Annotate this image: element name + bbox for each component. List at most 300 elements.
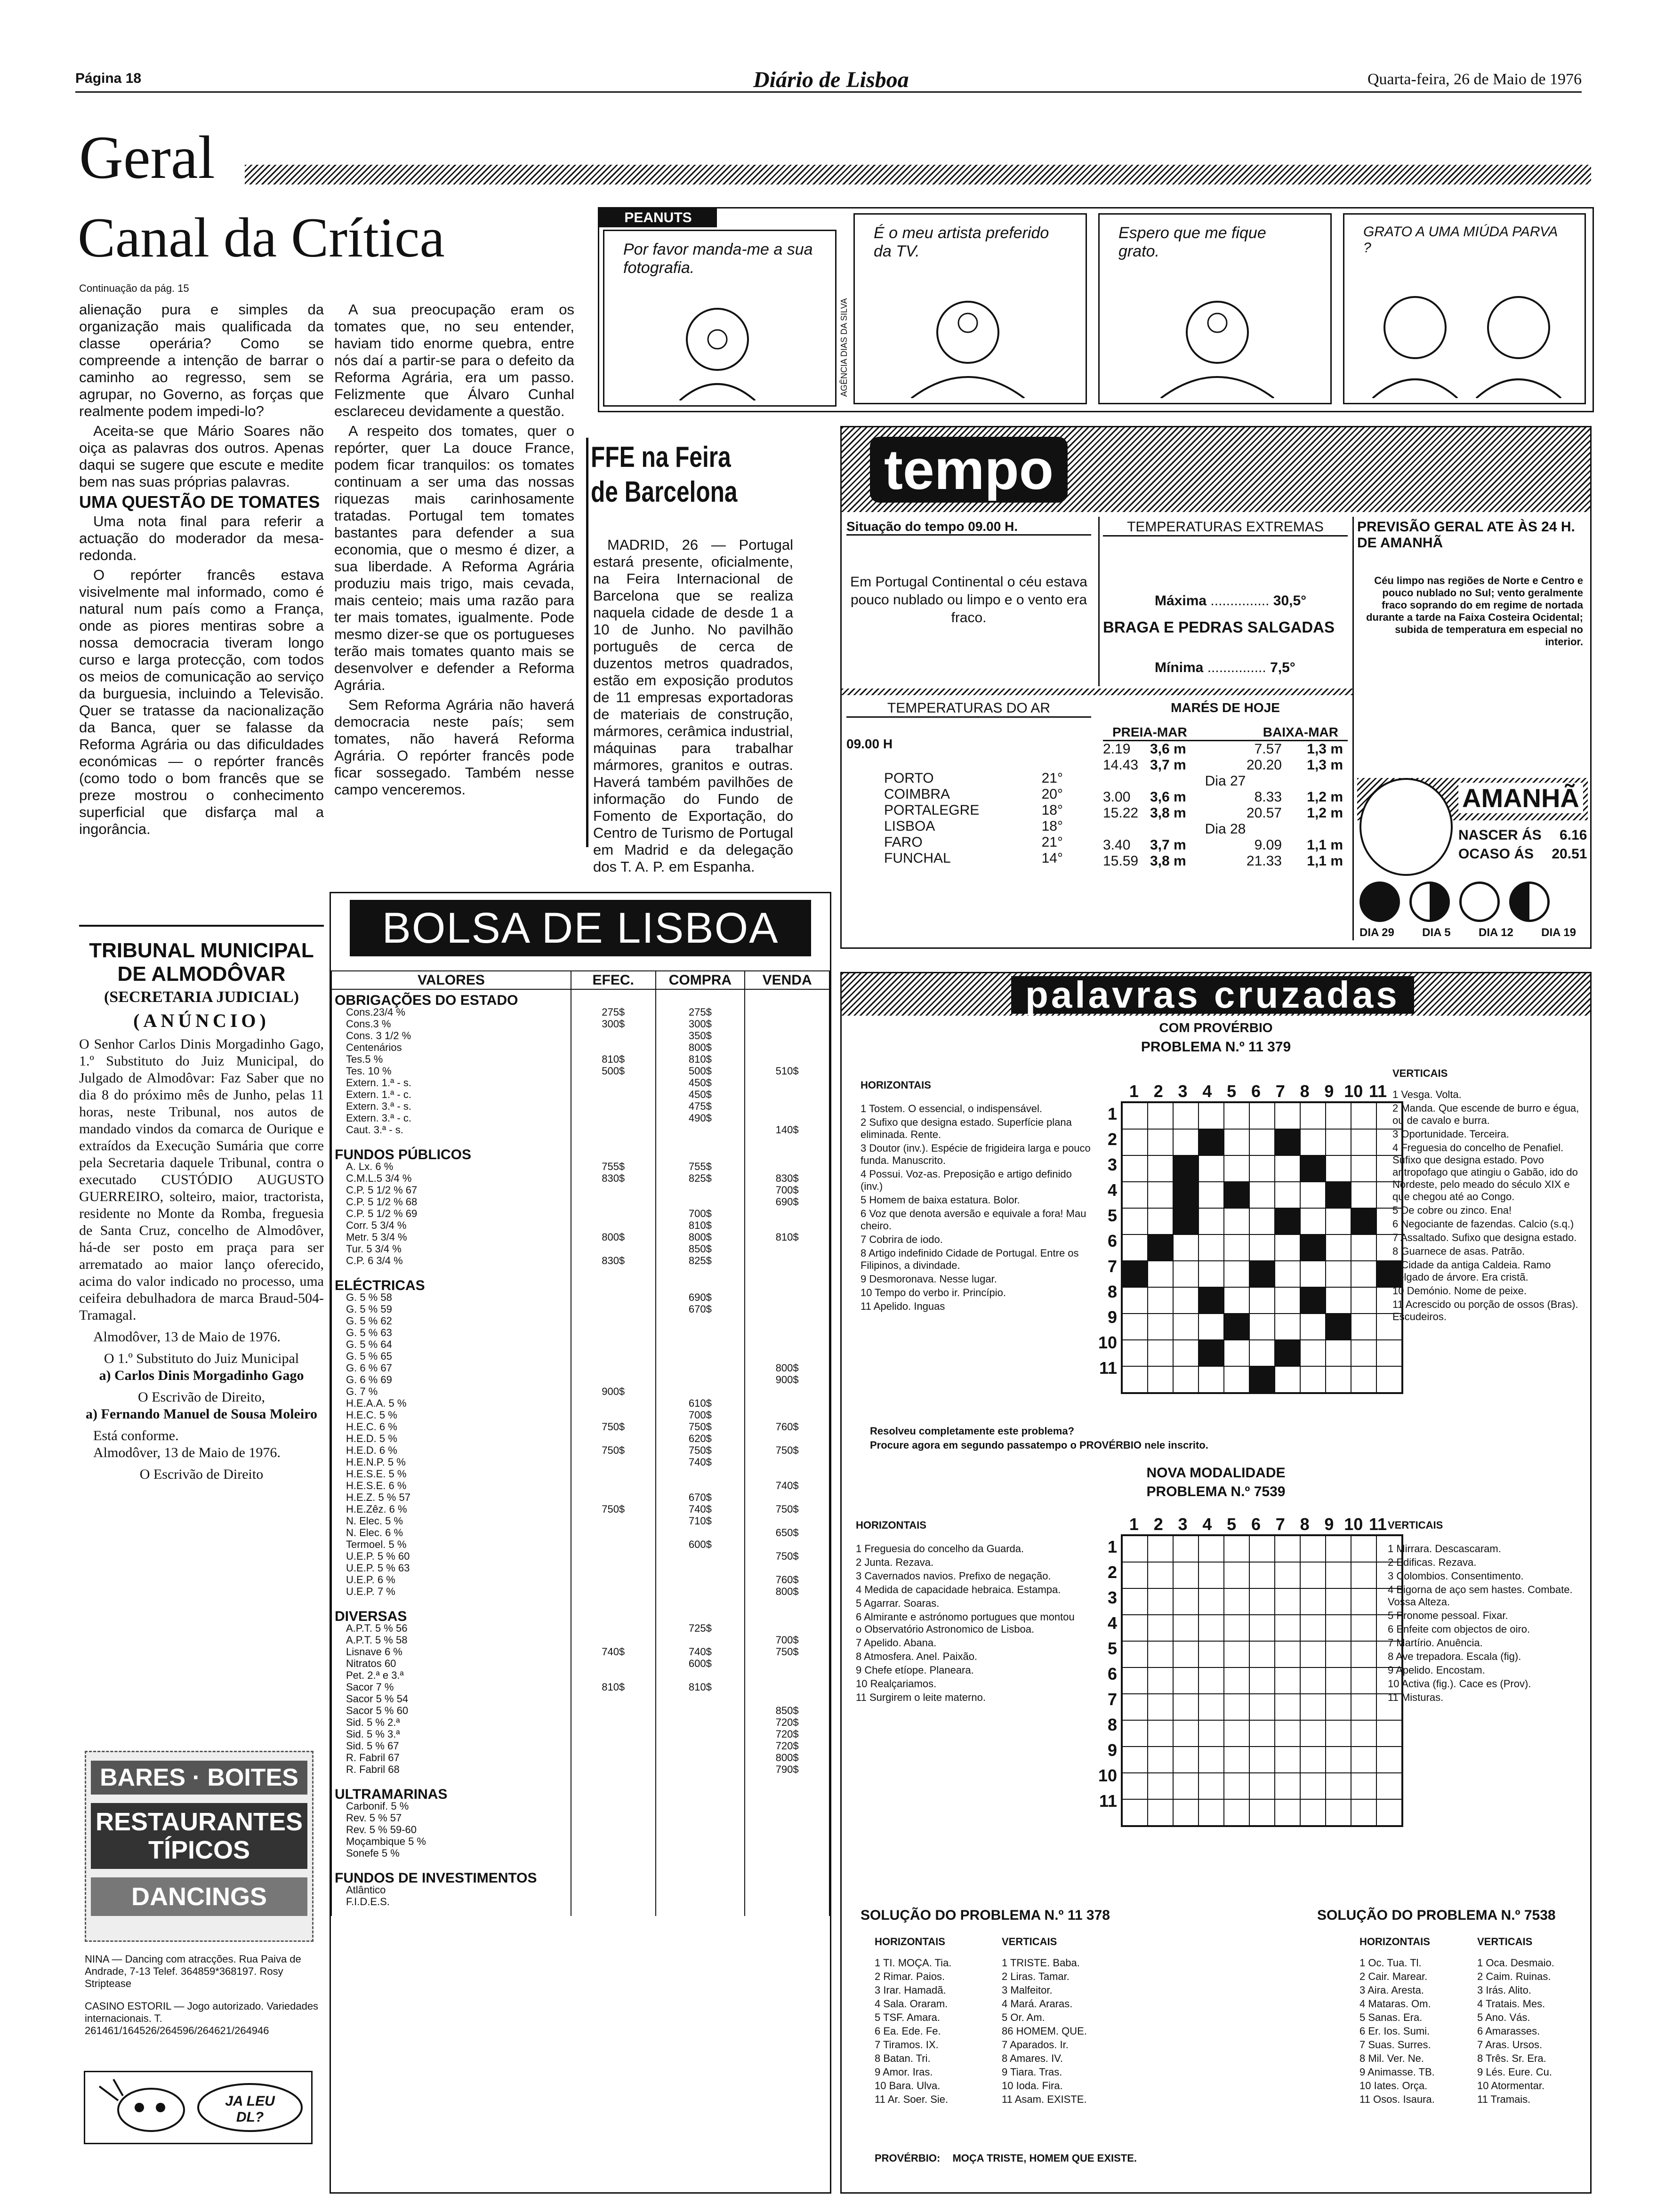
grid-row-number: 6 — [1108, 1664, 1118, 1683]
crossword-cell[interactable] — [1173, 1667, 1199, 1694]
crossword-cell[interactable] — [1275, 1615, 1300, 1641]
crossword-cell[interactable] — [1300, 1208, 1326, 1234]
bolsa-row — [331, 1562, 829, 1574]
critica-title: Canal da Crítica — [78, 206, 445, 269]
ar-city: FUNCHAL — [884, 850, 951, 866]
bolsa-price: 825$ — [656, 1255, 745, 1266]
bolsa-row — [331, 1089, 829, 1100]
crossword-cell[interactable] — [1173, 1799, 1199, 1826]
ffe-body: MADRID, 26 — Portugal estará presente, oficialmente, na Feira Internacional de Barcelona que se realiza naquela cidade de desde 1 a 10 de Junho. No pavilhão português de cerca de duzentos metros quadrados, estão em exposição produtos de 11 empresas exportadoras de materiais de construção, mármores, cerâmica industrial, máquinas para trabalhar mármores, granitos e outras. Haverá também pavilhões de informação do Fundo de Fomento de Exportação, do Centro de Turismo de Portugal em Madrid e da delegação dos T. A. P. em Espanha. — [593, 537, 793, 875]
crossword-cell[interactable] — [1300, 1182, 1326, 1208]
clue: 86 HOMEM. QUE. — [1002, 2025, 1087, 2037]
crossword-cell[interactable] — [1275, 1261, 1300, 1287]
crossword-cell[interactable] — [1173, 1536, 1199, 1562]
crossword-cell[interactable] — [1122, 1720, 1148, 1747]
clue: 9 Animasse. TB. — [1359, 2066, 1435, 2078]
crossword-cell[interactable] — [1249, 1103, 1275, 1129]
clue: 10 Activa (fig.). Cace es (Prov). — [1388, 1678, 1531, 1690]
bolsa-price: 650$ — [745, 1527, 829, 1539]
crossword-cell[interactable] — [1351, 1747, 1376, 1773]
bolsa-price — [745, 1100, 829, 1112]
crossword-cell[interactable] — [1376, 1799, 1402, 1826]
bolsa-cell — [745, 1867, 829, 1884]
bolsa-cell — [571, 1859, 656, 1867]
crossword-cell[interactable] — [1199, 1103, 1224, 1129]
crossword-cell[interactable] — [1351, 1799, 1376, 1826]
crossword-cell[interactable] — [1326, 1720, 1351, 1747]
previsao-block — [1357, 519, 1583, 648]
crossword-cell[interactable] — [1351, 1129, 1376, 1155]
crossword-cell[interactable] — [1173, 1129, 1199, 1155]
crossword-cell[interactable] — [1326, 1287, 1351, 1314]
crossword-cell[interactable] — [1326, 1129, 1351, 1155]
crossword-cell[interactable] — [1224, 1562, 1249, 1588]
crossword-cell[interactable] — [1351, 1340, 1376, 1366]
crossword-cell[interactable] — [1275, 1588, 1300, 1615]
clue: 10 Ioda. Fira. — [1002, 2080, 1063, 2092]
crossword-cell[interactable] — [1122, 1208, 1148, 1234]
crossword-cell[interactable] — [1326, 1615, 1351, 1641]
bolsa-security: G. 5 % 62 — [331, 1315, 571, 1327]
crossword-cell[interactable] — [1300, 1588, 1326, 1615]
crossword-cell[interactable] — [1351, 1234, 1376, 1261]
bolsa-row — [331, 1752, 829, 1763]
crossword-cell[interactable] — [1300, 1615, 1326, 1641]
crossword-cell[interactable] — [1199, 1615, 1224, 1641]
crossword-cell[interactable] — [1122, 1129, 1148, 1155]
crossword-cell[interactable] — [1148, 1103, 1173, 1129]
bolsa-price — [571, 1409, 656, 1421]
crossword-cell[interactable] — [1275, 1694, 1300, 1720]
moon-day-label: DIA 12 — [1479, 926, 1513, 939]
crossword-cell[interactable] — [1275, 1667, 1300, 1694]
crossword-cell[interactable] — [1122, 1340, 1148, 1366]
bolsa-cell — [656, 1266, 745, 1275]
bolsa-price: 600$ — [656, 1539, 745, 1550]
crossword-cell[interactable] — [1199, 1720, 1224, 1747]
crossword-cell[interactable] — [1148, 1536, 1173, 1562]
crossword-cell[interactable] — [1326, 1588, 1351, 1615]
crossword-cell[interactable] — [1224, 1615, 1249, 1641]
crossword-cell[interactable] — [1300, 1314, 1326, 1340]
crossword-cell[interactable] — [1326, 1155, 1351, 1182]
crossword-cell[interactable] — [1173, 1103, 1199, 1129]
crossword-cell[interactable] — [1351, 1720, 1376, 1747]
crossword-cell[interactable] — [1249, 1314, 1275, 1340]
crossword-cell[interactable] — [1173, 1641, 1199, 1667]
crossword-cell[interactable] — [1249, 1747, 1275, 1773]
crossword-cell[interactable] — [1249, 1536, 1275, 1562]
crossword-cell[interactable] — [1326, 1562, 1351, 1588]
v2-clues — [1388, 1543, 1581, 1705]
crossword-cell[interactable] — [1351, 1261, 1376, 1287]
bolsa-price — [571, 1835, 656, 1847]
bolsa-price: 740$ — [656, 1456, 745, 1468]
crossword-cell[interactable] — [1326, 1747, 1351, 1773]
crossword-cell[interactable] — [1122, 1588, 1148, 1615]
crossword-cell[interactable] — [1300, 1720, 1326, 1747]
crossword-cell[interactable] — [1148, 1615, 1173, 1641]
crossword-cell[interactable] — [1326, 1667, 1351, 1694]
clue: 5 Sanas. Era. — [1359, 2012, 1423, 2023]
crossword-cell[interactable] — [1199, 1562, 1224, 1588]
bolsa-price — [745, 1693, 829, 1705]
crossword-cell[interactable] — [1351, 1287, 1376, 1314]
crossword-cell[interactable] — [1148, 1155, 1173, 1182]
ar-city: FARO — [884, 834, 923, 850]
crossword-cell[interactable] — [1326, 1694, 1351, 1720]
crossword-cell[interactable] — [1224, 1261, 1249, 1287]
crossword-cell[interactable] — [1351, 1615, 1376, 1641]
bolsa-price: 850$ — [656, 1243, 745, 1255]
crossword-cell[interactable] — [1122, 1314, 1148, 1340]
crossword-cell[interactable] — [1249, 1694, 1275, 1720]
crossword-cell[interactable] — [1351, 1155, 1376, 1182]
crossword-cell[interactable] — [1224, 1536, 1249, 1562]
crossword-cell[interactable] — [1173, 1694, 1199, 1720]
crossword-cell[interactable] — [1122, 1182, 1148, 1208]
crossword-cell[interactable] — [1199, 1314, 1224, 1340]
crossword-cell[interactable] — [1173, 1562, 1199, 1588]
problem-2-title: PROBLEMA N.º 7539 — [1146, 1484, 1286, 1499]
crossword-cell[interactable] — [1351, 1562, 1376, 1588]
new-moon-icon — [1359, 882, 1400, 922]
crossword-cell[interactable] — [1122, 1103, 1148, 1129]
crossword-cell[interactable] — [1376, 1720, 1402, 1747]
crossword-cell[interactable] — [1275, 1799, 1300, 1826]
crossword-cell[interactable] — [1326, 1366, 1351, 1393]
crossword-cell[interactable] — [1199, 1366, 1224, 1393]
clue: 8 Ave trepadora. Escala (fig). — [1388, 1651, 1521, 1662]
crossword-cell[interactable] — [1376, 1747, 1402, 1773]
bolsa-row — [331, 1812, 829, 1824]
crossword-cell[interactable] — [1249, 1615, 1275, 1641]
crossword-cell[interactable] — [1199, 1261, 1224, 1287]
bolsa-price — [571, 1303, 656, 1315]
crossword-cell[interactable] — [1224, 1287, 1249, 1314]
bolsa-security: Corr. 5 3/4 % — [331, 1219, 571, 1231]
bolsa-security: H.E.S.E. 5 % — [331, 1468, 571, 1480]
crossword-cell[interactable] — [1148, 1340, 1173, 1366]
crossword-cell[interactable] — [1224, 1340, 1249, 1366]
crossword-cell[interactable] — [1376, 1366, 1402, 1393]
crossword-cell[interactable] — [1351, 1103, 1376, 1129]
crossword-cell[interactable] — [1173, 1615, 1199, 1641]
crossword-cell[interactable] — [1249, 1129, 1275, 1155]
crossword-cell[interactable] — [1351, 1641, 1376, 1667]
crossword-cell[interactable] — [1300, 1261, 1326, 1287]
crossword-cell[interactable] — [1275, 1773, 1300, 1799]
crossword-cell[interactable] — [1300, 1694, 1326, 1720]
crossword-cell[interactable] — [1122, 1155, 1148, 1182]
crossword-cell[interactable] — [1249, 1182, 1275, 1208]
crossword-cell[interactable] — [1148, 1720, 1173, 1747]
bolsa-security: U.E.P. 5 % 60 — [331, 1550, 571, 1562]
crossword-cell[interactable] — [1148, 1588, 1173, 1615]
black-square — [1275, 1340, 1300, 1366]
crossword-cell[interactable] — [1173, 1340, 1199, 1366]
tribunal-signature: a) Carlos Dinis Morgadinho Gago — [99, 1368, 304, 1383]
extremas-place: BRAGA E PEDRAS SALGADAS — [1103, 618, 1335, 636]
crossword-cell[interactable] — [1224, 1747, 1249, 1773]
crossword-cell[interactable] — [1224, 1773, 1249, 1799]
crossword-cell[interactable] — [1122, 1641, 1148, 1667]
crossword-cell[interactable] — [1173, 1720, 1199, 1747]
bolsa-security: N. Elec. 6 % — [331, 1527, 571, 1539]
bolsa-security: H.E.D. 6 % — [331, 1444, 571, 1456]
crossword-cell[interactable] — [1173, 1747, 1199, 1773]
crossword-cell[interactable] — [1173, 1234, 1199, 1261]
crossword-cell[interactable] — [1275, 1562, 1300, 1588]
ar-temp: 21° — [1041, 770, 1063, 786]
crossword-cell[interactable] — [1249, 1799, 1275, 1826]
crossword-cell[interactable] — [1224, 1667, 1249, 1694]
crossword-cell[interactable] — [1326, 1234, 1351, 1261]
bolsa-price — [571, 1515, 656, 1527]
peanuts-label: PEANUTS — [599, 208, 717, 227]
panel-1 — [603, 230, 837, 407]
bolsa-price — [656, 1835, 745, 1847]
crossword-cell[interactable] — [1249, 1773, 1275, 1799]
crossword-cell[interactable] — [1300, 1773, 1326, 1799]
crossword-cell[interactable] — [1326, 1103, 1351, 1129]
crossword-cell[interactable] — [1275, 1641, 1300, 1667]
crossword-cell[interactable] — [1249, 1234, 1275, 1261]
crossword-cell[interactable] — [1148, 1562, 1173, 1588]
black-square — [1199, 1129, 1224, 1155]
crossword-cell[interactable] — [1275, 1182, 1300, 1208]
col-header: VALORES — [331, 971, 571, 989]
clue: 5 Or. Am. — [1002, 2012, 1045, 2023]
crossword-cell[interactable] — [1376, 1340, 1402, 1366]
bolsa-price — [656, 1184, 745, 1196]
crossword-cell[interactable] — [1300, 1747, 1326, 1773]
crossword-cell[interactable] — [1249, 1155, 1275, 1182]
bolsa-price: 810$ — [656, 1053, 745, 1065]
crossword-cell[interactable] — [1300, 1366, 1326, 1393]
crossword-cell[interactable] — [1148, 1773, 1173, 1799]
crossword-cell[interactable] — [1199, 1234, 1224, 1261]
crossword-cell[interactable] — [1173, 1261, 1199, 1287]
crossword-cell[interactable] — [1300, 1641, 1326, 1667]
crossword-cell[interactable] — [1224, 1234, 1249, 1261]
crossword-cell[interactable] — [1300, 1799, 1326, 1826]
bolsa-cell — [331, 1266, 571, 1275]
bolsa-row — [331, 1574, 829, 1586]
crossword-cell[interactable] — [1199, 1641, 1224, 1667]
crossword-cell[interactable] — [1148, 1314, 1173, 1340]
clue: 2 Junta. Rezava. — [856, 1556, 934, 1568]
crossword-cell[interactable] — [1122, 1667, 1148, 1694]
crossword-cell[interactable] — [1249, 1588, 1275, 1615]
bolsa-security: H.E.C. 6 % — [331, 1421, 571, 1433]
bolsa-section-row — [331, 989, 829, 1006]
crossword-cell[interactable] — [1148, 1366, 1173, 1393]
crossword-cell[interactable] — [1224, 1155, 1249, 1182]
crossword-cell[interactable] — [1122, 1562, 1148, 1588]
crossword-cell[interactable] — [1326, 1261, 1351, 1287]
crossword-cell[interactable] — [1199, 1799, 1224, 1826]
crossword-cell[interactable] — [1199, 1182, 1224, 1208]
mare-value: 21.33 — [1246, 853, 1282, 869]
crossword-cell[interactable] — [1326, 1208, 1351, 1234]
crossword-cell[interactable] — [1275, 1287, 1300, 1314]
mare-value: 1,1 m — [1307, 837, 1343, 853]
bolsa-row — [331, 1172, 829, 1184]
crossword-cell[interactable] — [1351, 1773, 1376, 1799]
crossword-cell[interactable] — [1199, 1208, 1224, 1234]
crossword-cell[interactable] — [1148, 1208, 1173, 1234]
crossword-cell[interactable] — [1148, 1747, 1173, 1773]
crossword-cell[interactable] — [1300, 1129, 1326, 1155]
crossword-cell[interactable] — [1351, 1667, 1376, 1694]
crossword-cell[interactable] — [1249, 1562, 1275, 1588]
bolsa-security: Nitratos 60 — [331, 1658, 571, 1669]
crossword-cell[interactable] — [1351, 1314, 1376, 1340]
crossword-cell[interactable] — [1249, 1340, 1275, 1366]
crossword-cell[interactable] — [1326, 1536, 1351, 1562]
crossword-cell[interactable] — [1122, 1747, 1148, 1773]
crossword-cell[interactable] — [1148, 1667, 1173, 1694]
crossword-cell[interactable] — [1148, 1694, 1173, 1720]
crossword-cell[interactable] — [1173, 1314, 1199, 1340]
crossword-cell[interactable] — [1199, 1694, 1224, 1720]
bolsa-row — [331, 1053, 829, 1065]
bolsa-row — [331, 1100, 829, 1112]
crossword-cell[interactable] — [1275, 1234, 1300, 1261]
grid-column-number: 10 — [1344, 1082, 1363, 1101]
crossword-cell[interactable] — [1300, 1562, 1326, 1588]
crossword-cell[interactable] — [1326, 1799, 1351, 1826]
crossword-cell[interactable] — [1122, 1615, 1148, 1641]
bolsa-price: 755$ — [571, 1161, 656, 1172]
bolsa-price — [745, 1327, 829, 1338]
moon-phases — [1359, 882, 1585, 939]
bolsa-security: Lisnave 6 % — [331, 1646, 571, 1658]
crossword-cell[interactable] — [1199, 1667, 1224, 1694]
crossword-cell[interactable] — [1249, 1208, 1275, 1234]
crossword-cell[interactable] — [1122, 1287, 1148, 1314]
crossword-cell[interactable] — [1224, 1799, 1249, 1826]
crossword-cell[interactable] — [1199, 1155, 1224, 1182]
crossword-cell[interactable] — [1224, 1208, 1249, 1234]
crossword-cell[interactable] — [1275, 1536, 1300, 1562]
ar-time: 09.00 H — [846, 737, 893, 751]
bolsa-security: A. Lx. 6 % — [331, 1161, 571, 1172]
bolsa-price — [745, 1006, 829, 1018]
crossword-cell[interactable] — [1199, 1588, 1224, 1615]
crossword-cell[interactable] — [1249, 1641, 1275, 1667]
crossword-cell[interactable] — [1275, 1103, 1300, 1129]
critica-paragraph: Aceita-se que Mário Soares não oiça as palavras dos outros. Apenas daqui se sugere que escute e medite bem nas suas próprias palavras. — [79, 423, 324, 490]
crossword-cell[interactable] — [1122, 1799, 1148, 1826]
crossword-cell[interactable] — [1326, 1641, 1351, 1667]
black-square — [1148, 1234, 1173, 1261]
crossword-cell[interactable] — [1199, 1773, 1224, 1799]
crossword-cell[interactable] — [1376, 1773, 1402, 1799]
crossword-cell[interactable] — [1300, 1667, 1326, 1694]
crossword-cell[interactable] — [1173, 1287, 1199, 1314]
crossword-cell[interactable] — [1351, 1366, 1376, 1393]
crossword-cell[interactable] — [1199, 1747, 1224, 1773]
crossword-cell[interactable] — [1275, 1366, 1300, 1393]
tempo-title: tempo — [870, 437, 1068, 503]
crossword-cell[interactable] — [1351, 1182, 1376, 1208]
bolsa-security: Cons.23/4 % — [331, 1006, 571, 1018]
crossword-cell[interactable] — [1275, 1747, 1300, 1773]
clue: 10 Iates. Orça. — [1359, 2080, 1428, 2092]
grid-row-number: 2 — [1108, 1130, 1118, 1149]
crossword-cell[interactable] — [1122, 1366, 1148, 1393]
crossword-cell[interactable] — [1351, 1536, 1376, 1562]
crossword-cell[interactable] — [1148, 1287, 1173, 1314]
crossword-cell[interactable] — [1224, 1694, 1249, 1720]
crossword-cell[interactable] — [1300, 1536, 1326, 1562]
crossword-cell[interactable] — [1224, 1720, 1249, 1747]
bolsa-spacer — [331, 1266, 829, 1275]
crossword-cell[interactable] — [1148, 1261, 1173, 1287]
clue: 3 Irás. Alito. — [1477, 1984, 1531, 1996]
crossword-cell[interactable] — [1224, 1129, 1249, 1155]
crossword-cell[interactable] — [1351, 1694, 1376, 1720]
crossword-cell[interactable] — [1249, 1287, 1275, 1314]
crossword-cell[interactable] — [1122, 1773, 1148, 1799]
crossword-cell[interactable] — [1122, 1234, 1148, 1261]
bolsa-security: Sonefe 5 % — [331, 1847, 571, 1859]
crossword-cell[interactable] — [1224, 1641, 1249, 1667]
crossword-cell[interactable] — [1326, 1340, 1351, 1366]
crossword-cell[interactable] — [1148, 1799, 1173, 1826]
mare-value: 14.43 — [1103, 757, 1139, 773]
bolsa-security: C.P. 5 1/2 % 68 — [331, 1196, 571, 1208]
clue: 9 Amor. Iras. — [875, 2066, 933, 2078]
crossword-cell[interactable] — [1173, 1588, 1199, 1615]
crossword-cell[interactable] — [1224, 1366, 1249, 1393]
crossword-cell[interactable] — [1148, 1641, 1173, 1667]
crossword-cell[interactable] — [1249, 1720, 1275, 1747]
crossword-cell[interactable] — [1300, 1340, 1326, 1366]
crossword-cell[interactable] — [1173, 1366, 1199, 1393]
crossword-cell[interactable] — [1275, 1155, 1300, 1182]
crossword-cell[interactable] — [1199, 1536, 1224, 1562]
crossword-cell[interactable] — [1224, 1588, 1249, 1615]
agency-credit: AGÊNCIA DIAS DA SILVA — [839, 298, 849, 397]
crossword-cell[interactable] — [1351, 1588, 1376, 1615]
crossword-cell[interactable] — [1148, 1129, 1173, 1155]
crossword-cell[interactable] — [1300, 1103, 1326, 1129]
bolsa-spacer — [331, 1859, 829, 1867]
bolsa-price — [745, 1681, 829, 1693]
crossword-cell[interactable] — [1122, 1694, 1148, 1720]
grid-column-numbers — [1122, 1082, 1390, 1101]
crossword-cell[interactable] — [1173, 1773, 1199, 1799]
clue: 8 Amares. IV. — [1002, 2052, 1063, 2064]
grid-column-number: 10 — [1344, 1515, 1363, 1534]
bolsa-price — [571, 1550, 656, 1562]
bolsa-price — [571, 1562, 656, 1574]
crossword-cell[interactable] — [1275, 1720, 1300, 1747]
crossword-cell[interactable] — [1224, 1103, 1249, 1129]
crossword-cell[interactable] — [1249, 1667, 1275, 1694]
crossword-cell[interactable] — [1148, 1182, 1173, 1208]
sol2-h-label: HORIZONTAIS — [1359, 1936, 1430, 1948]
bolsa-price — [745, 1658, 829, 1669]
crossword-cell[interactable] — [1122, 1536, 1148, 1562]
crossword-cell[interactable] — [1275, 1314, 1300, 1340]
black-square — [1173, 1182, 1199, 1208]
crossword-cell[interactable] — [1326, 1773, 1351, 1799]
bolsa-price — [745, 1112, 829, 1124]
